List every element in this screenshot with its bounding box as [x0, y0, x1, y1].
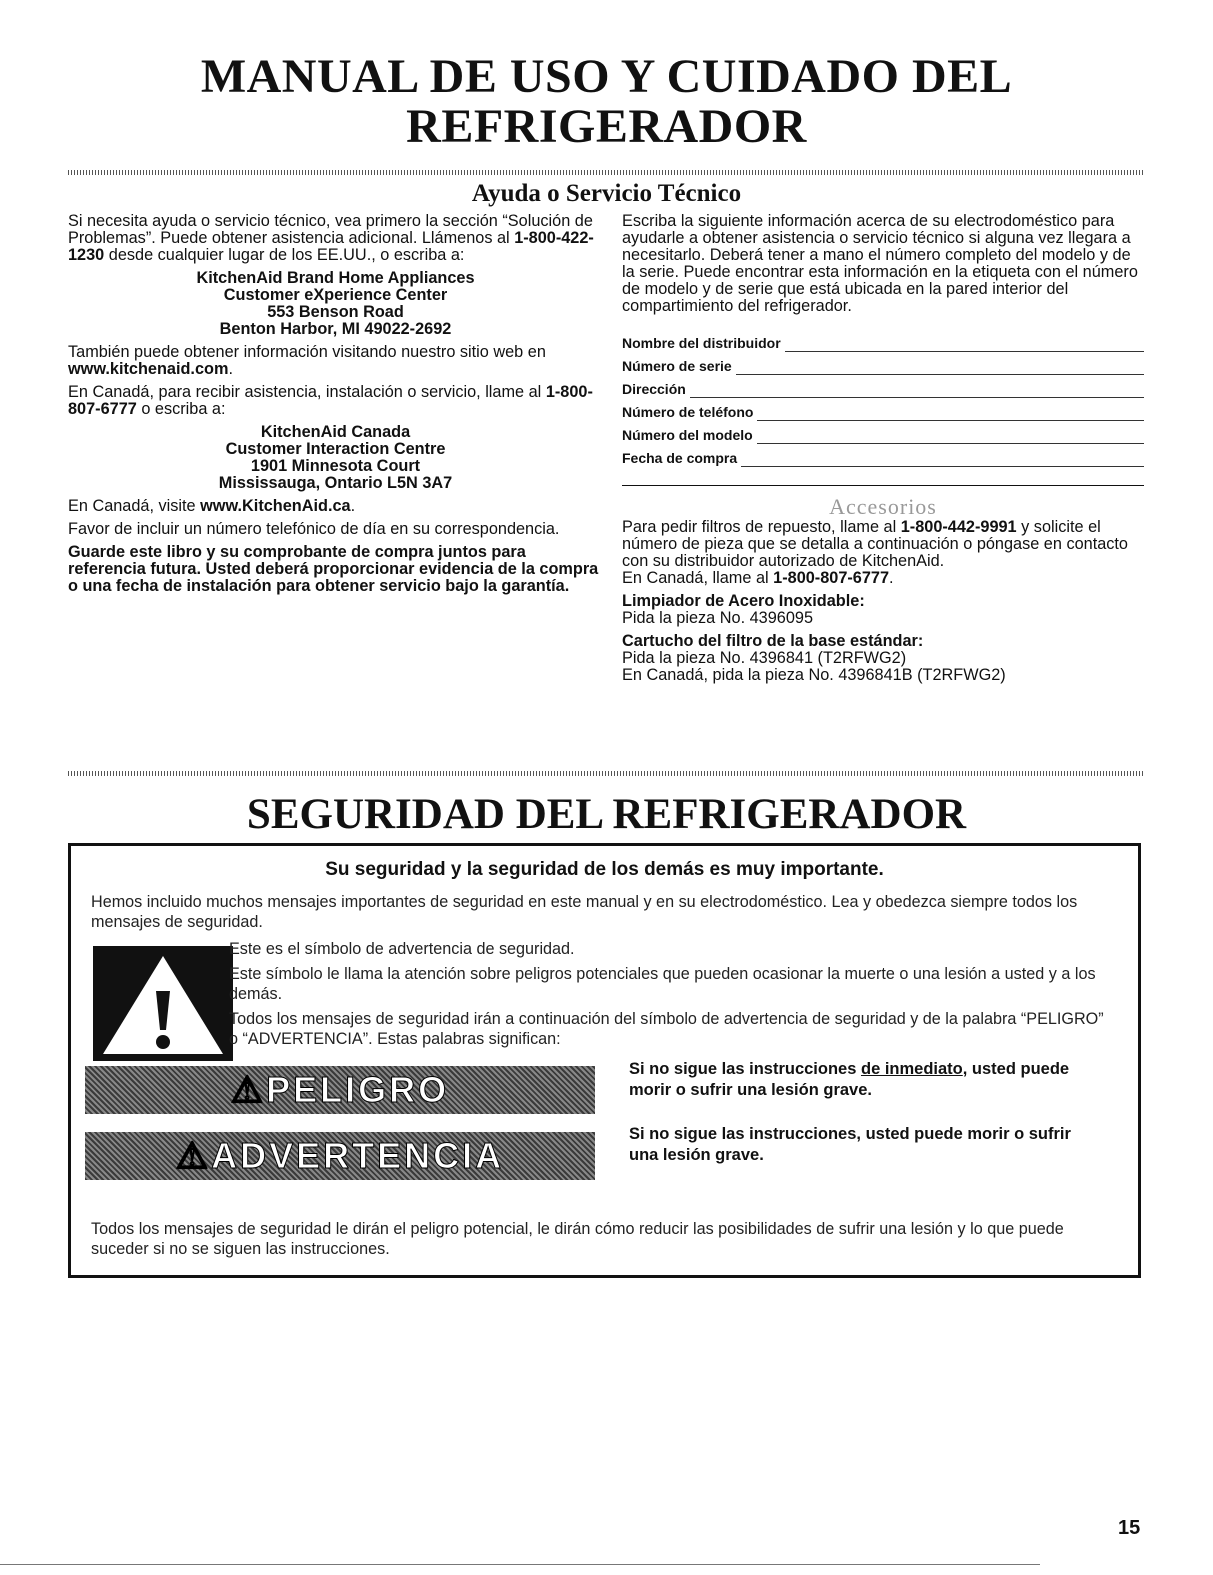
field-dealer-name[interactable]: Nombre del distribuidor	[622, 329, 1144, 352]
title-line-2: REFRIGERADOR	[406, 100, 807, 153]
canada-phone: 1-800-807-6777	[68, 383, 593, 418]
canada-website-link[interactable]: www.KitchenAid.ca	[200, 497, 351, 515]
page-title	[0, 52, 1213, 152]
filter-phone: 1-800-442-9991	[900, 518, 1017, 536]
filter-part: Pida la pieza No. 4396841 (T2RFWG2)	[622, 649, 907, 667]
filter-heading: Cartucho del filtro de la base estándar:	[622, 632, 924, 650]
accessories-paragraph: Para pedir filtros de repuesto, llame al 1-800-442-9991 y solicite el número de pieza que se detalla a continuación o póngase en contacto con su distribuidor autorizado de KitchenAid.	[622, 518, 1128, 570]
cleaner-part: Pida la pieza No. 4396095	[622, 609, 813, 627]
help-heading: Ayuda o Servicio Técnico	[471, 180, 742, 207]
filter-part-canada: En Canadá, pida la pieza No. 4396841B (T2RFWG2)	[622, 666, 1006, 684]
record-fields	[622, 329, 1144, 467]
field-address[interactable]: Dirección	[622, 375, 1144, 398]
warning-description: Si no sigue las instrucciones, usted puede morir o sufrir una lesión grave.	[629, 1125, 1071, 1164]
right-column	[622, 213, 1144, 684]
symbol-text-2: Este símbolo le llama la atención sobre peligros potenciales que pueden ocasionar la muerte o una lesión a usted y a los demás.	[229, 965, 1096, 1003]
field-purchase-date[interactable]: Fecha de compra	[622, 444, 1144, 467]
warranty-note: Guarde este libro y su comprobante de compra juntos para referencia futura. Usted deberá proporcionar evidencia de la compra o una fecha de instalación para obtener servicio bajo la garantía.	[68, 543, 599, 595]
safety-intro: Hemos incluido muchos mensajes importantes de seguridad en este manual y en su electrodoméstico. Lea y obedezca siempre todos los mensajes de seguridad.	[91, 893, 1078, 931]
page-number: 15	[1118, 1517, 1141, 1539]
accessories-canada: En Canadá, llame al 1-800-807-6777.	[622, 569, 894, 587]
warning-banner: ⚠ADVERTENCIA	[85, 1132, 595, 1180]
safety-alert-symbol-icon	[93, 946, 233, 1061]
dotted-rule	[68, 771, 1145, 776]
field-model-number[interactable]: Número del modelo	[622, 421, 1144, 444]
us-phone: 1-800-422-1230	[68, 229, 594, 264]
safety-footer: Todos los mensajes de seguridad le dirán el peligro potencial, le dirán cómo reducir las posibilidades de sufrir una lesión y lo que puede suceder si no se siguen las instrucciones.	[91, 1220, 1064, 1258]
record-info-paragraph: Escriba la siguiente información acerca de su electrodoméstico para ayudarle a obtener asistencia o servicio técnico si alguna vez llegara a necesitarlo. Deberá tener a mano el número completo del modelo y de la serie. Puede encontrar esta información en la etiqueta con el número de modelo y de serie que está ubicada en la pared interior del compartimiento del refrigerador.	[622, 212, 1138, 315]
accessories-heading: Accesorios	[829, 494, 937, 519]
divider	[622, 485, 1144, 486]
website-paragraph: También puede obtener información visitando nuestro sitio web en www.kitchenaid.com.	[68, 343, 546, 378]
field-serial-number[interactable]: Número de serie	[622, 352, 1144, 375]
safety-title: SEGURIDAD DEL REFRIGERADOR	[246, 791, 967, 838]
website-link[interactable]: www.kitchenaid.com	[68, 360, 229, 378]
danger-description: Si no sigue las instrucciones de inmediato, usted puede morir o sufrir una lesión grave.	[629, 1060, 1070, 1099]
dotted-rule	[68, 170, 1145, 175]
bottom-rule	[0, 1564, 1040, 1565]
symbol-text-3: Todos los mensajes de seguridad irán a continuación del símbolo de advertencia de seguridad y de la palabra “PELIGRO” o “ADVERTENCIA”. Estas palabras significan:	[229, 1010, 1104, 1048]
left-column	[68, 213, 603, 601]
cleaner-heading: Limpiador de Acero Inoxidable:	[622, 592, 865, 610]
help-paragraph: Si necesita ayuda o servicio técnico, vea primero la sección “Solución de Problemas”. Puede obtener asistencia adicional. Llámenos al 1-800-422-1230 desde cualquier lugar de los EE.UU., o escriba a:	[68, 212, 594, 264]
safety-box	[68, 843, 1141, 1278]
canada-accessories-phone: 1-800-807-6777	[773, 569, 890, 587]
danger-banner: ⚠PELIGRO	[85, 1066, 595, 1114]
safety-box-heading: Su seguridad y la seguridad de los demás es muy importante.	[325, 859, 884, 880]
canada-address: KitchenAid Canada Customer Interaction Centre 1901 Minnesota Court Mississauga, Ontario L5N 3A7	[218, 423, 453, 492]
symbol-text-1: Este es el símbolo de advertencia de seguridad.	[229, 940, 575, 958]
title-line-1: MANUAL DE USO Y CUIDADO DEL	[200, 50, 1013, 103]
field-phone-number[interactable]: Número de teléfono	[622, 398, 1144, 421]
us-address: KitchenAid Brand Home Appliances Customer eXperience Center 553 Benson Road Benton Harbor, MI 49022-2692	[196, 269, 475, 338]
canada-website-paragraph: En Canadá, visite www.KitchenAid.ca.	[68, 497, 356, 515]
symbol-explanation	[229, 939, 1109, 1054]
phone-note: Favor de incluir un número telefónico de día en su correspondencia.	[68, 520, 560, 538]
canada-paragraph: En Canadá, para recibir asistencia, instalación o servicio, llame al 1-800-807-6777 o escriba a:	[68, 383, 593, 418]
